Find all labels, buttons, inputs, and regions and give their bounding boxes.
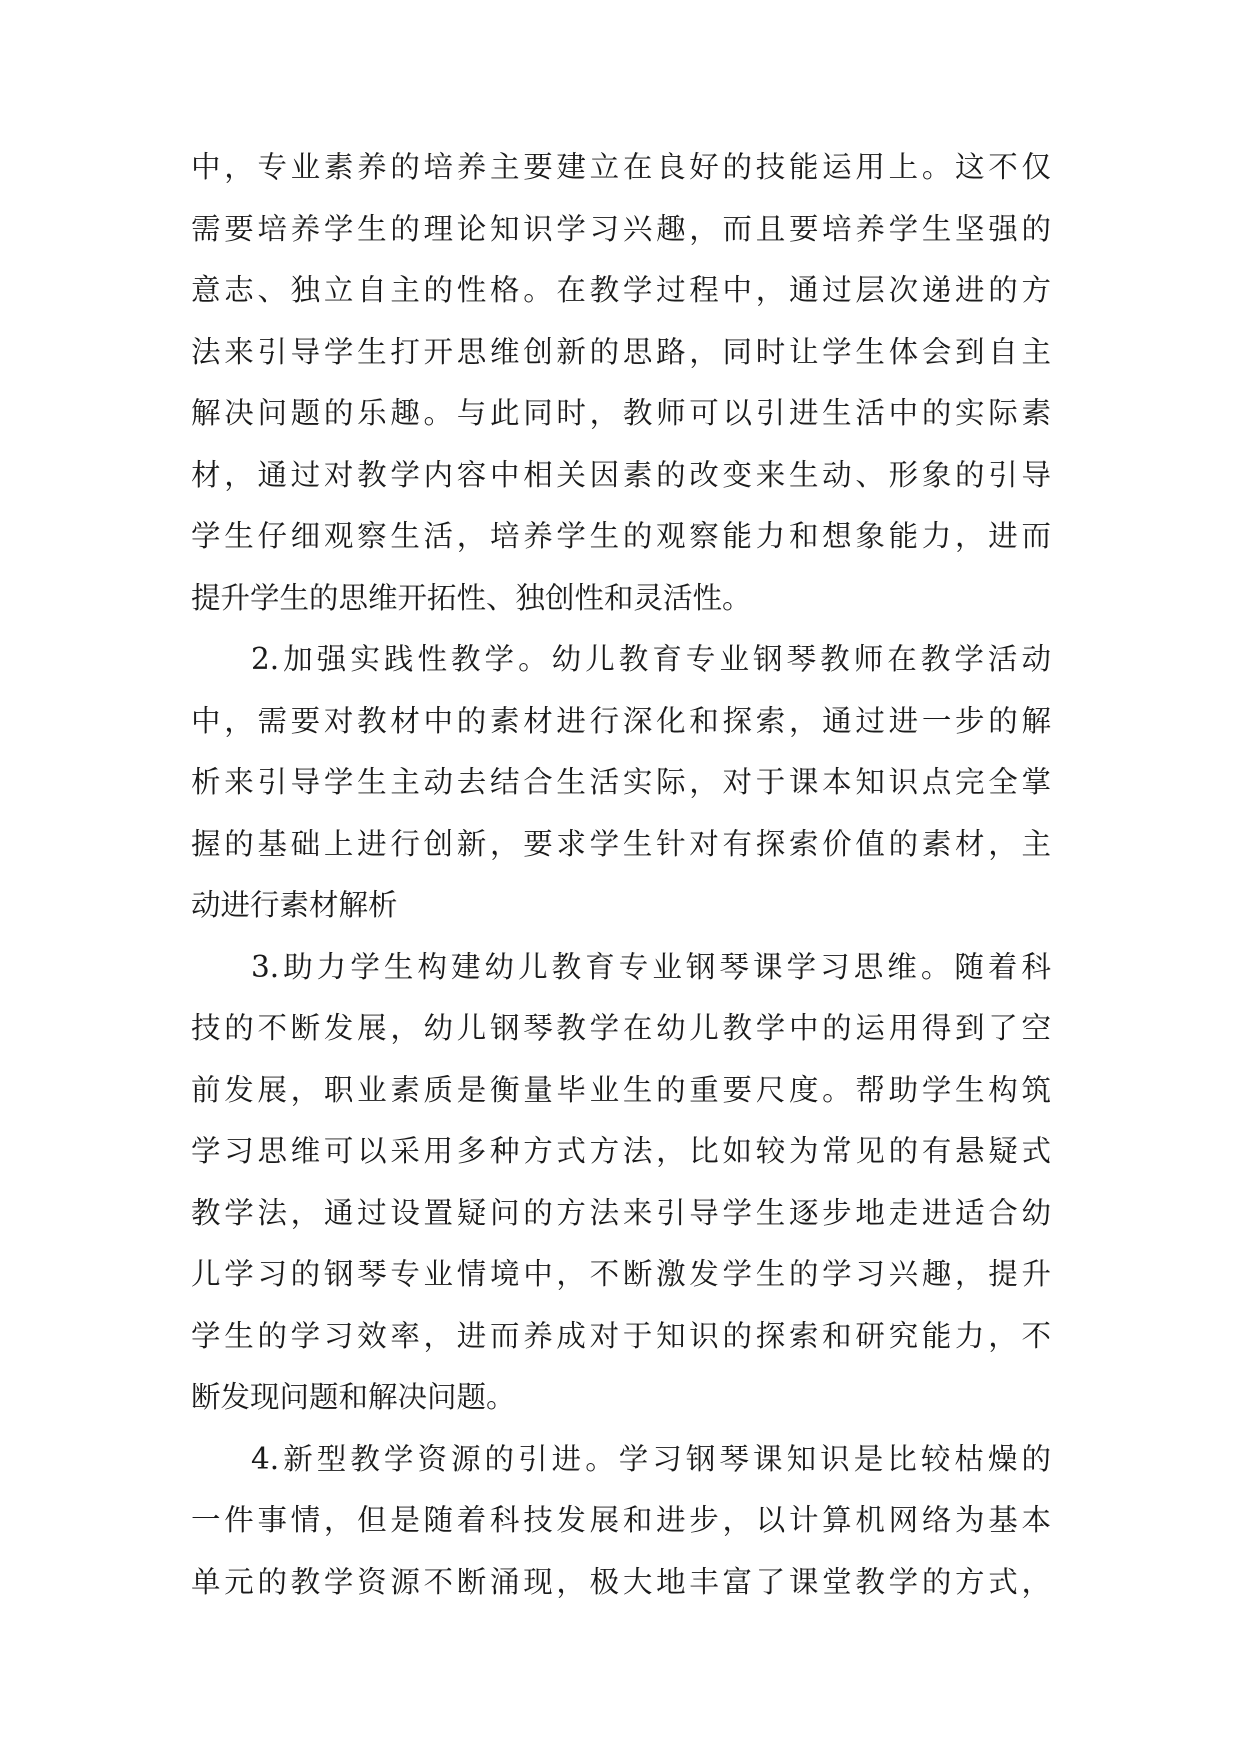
text-line: 材，通过对教学内容中相关因素的改变来生动、形象的引导 xyxy=(191,457,1051,492)
text-line: 动进行素材解析 xyxy=(191,888,398,922)
text-line: 意志、独立自主的性格。在教学过程中，通过层次递进的方 xyxy=(191,273,1051,307)
text-line: 技的不断发展，幼儿钢琴教学在幼儿教学中的运用得到了空 xyxy=(191,1011,1051,1045)
text-line: 中，专业素养的培养主要建立在良好的技能运用上。这不仅 xyxy=(191,150,1051,184)
text-line: 学习思维可以采用多种方式方法，比如较为常见的有悬疑式 xyxy=(191,1134,1051,1168)
text-line: 单元的教学资源不断涌现，极大地丰富了课堂教学的方式， xyxy=(191,1564,1051,1599)
paragraph-item-4 xyxy=(191,1429,1051,1614)
text-line: 析来引导学生主动去结合生活实际，对于课本知识点完全掌 xyxy=(191,765,1051,799)
text-line: 前发展，职业素质是衡量毕业生的重要尺度。帮助学生构筑 xyxy=(191,1072,1051,1107)
text-line: 握的基础上进行创新，要求学生针对有探索价值的素材，主 xyxy=(191,826,1051,861)
text-line: 学生的学习效率，进而养成对于知识的探索和研究能力，不 xyxy=(191,1318,1051,1353)
paragraph-item-2 xyxy=(191,629,1051,937)
text-line: 3.助力学生构建幼儿教育专业钢琴课学习思维。随着科 xyxy=(251,949,1051,984)
document-body xyxy=(191,137,1051,1613)
text-line: 教学法，通过设置疑问的方法来引导学生逐步地走进适合幼 xyxy=(191,1195,1051,1230)
text-line: 中，需要对教材中的素材进行深化和探索，通过进一步的解 xyxy=(191,703,1051,738)
paragraph-item-3 xyxy=(191,937,1051,1429)
text-line: 一件事情，但是随着科技发展和进步，以计算机网络为基本 xyxy=(191,1503,1051,1537)
paragraph-continuation xyxy=(191,137,1051,629)
text-line: 解决问题的乐趣。与此同时，教师可以引进生活中的实际素 xyxy=(191,396,1051,430)
text-line: 学生仔细观察生活，培养学生的观察能力和想象能力，进而 xyxy=(191,519,1051,553)
text-line: 4.新型教学资源的引进。学习钢琴课知识是比较枯燥的 xyxy=(251,1441,1051,1476)
text-line: 需要培养学生的理论知识学习兴趣，而且要培养学生坚强的 xyxy=(191,211,1051,246)
text-line: 法来引导学生打开思维创新的思路，同时让学生体会到自主 xyxy=(191,334,1051,369)
text-line: 2.加强实践性教学。幼儿教育专业钢琴教师在教学活动 xyxy=(251,642,1051,676)
text-line: 断发现问题和解决问题。 xyxy=(191,1380,516,1414)
text-line: 儿学习的钢琴专业情境中，不断激发学生的学习兴趣，提升 xyxy=(191,1257,1051,1291)
text-line: 提升学生的思维开拓性、独创性和灵活性。 xyxy=(191,580,752,615)
